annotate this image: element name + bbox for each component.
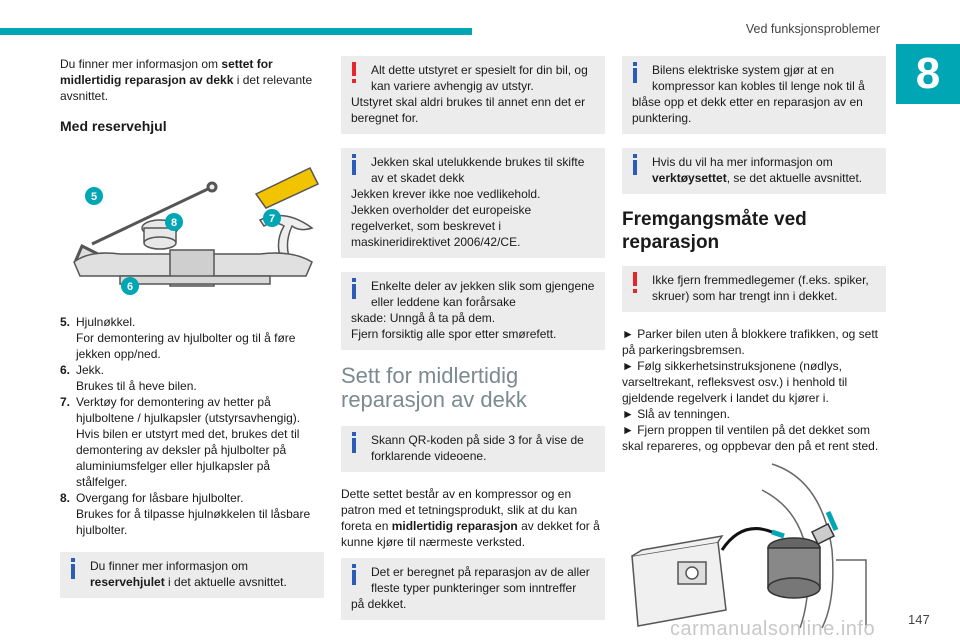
page-number: 147 (908, 612, 930, 627)
info-box-electrical: Bilens elektriske system gjør at en kompressor kan kobles til lenge nok til å blåse opp et dekk etter en reparasjon av en punktering. (622, 56, 886, 134)
list-item: 6. Jekk. Brukes til å heve bilen. (60, 363, 197, 393)
step-item: ► Følg sikkerhetsinstruksjonene (nødlys, varseltrekant, refleksvest osv.) i henhold til gjeldende regelverk i landet du kjører i. (622, 359, 848, 405)
header-accent-bar (0, 28, 472, 35)
info-box-punctures: Det er beregnet på reparasjon av de aller fleste typer punkteringer som inntreffer på dekket. (341, 558, 605, 620)
watermark: carmanualsonline.info (670, 618, 876, 640)
warning-icon (630, 272, 640, 294)
step-item: ► Parker bilen uten å blokkere trafikken, og sett på parkeringsbremsen. (622, 327, 879, 357)
warning-box-foreign-objects: Ikke fjern fremmedlegemer (f.eks. spiker, skruer) som har trengt inn i dekket. (622, 266, 886, 312)
warning-box-equipment: Alt dette utstyret er spesielt for din bil, og kan variere avhengig av utstyr. Utstyret skal aldri brukes til annet enn det er beregnet for. (341, 56, 605, 134)
heading-spare-wheel: Med reservehjul (60, 118, 167, 134)
heading-procedure: Fremgangsmåte ved reparasjon (622, 209, 807, 253)
info-icon (349, 432, 359, 454)
info-icon (630, 154, 640, 176)
compressor-icon (632, 536, 726, 626)
list-item: 8. Overgang for låsbare hjulbolter. Brukes for å tilpasse hjulnøkkelen til låsbare hjulbolter. (60, 491, 311, 537)
info-box-spare-wheel: Du finner mer informasjon om reservehjulet i det aktuelle avsnittet. (60, 552, 324, 598)
tool-list (60, 314, 324, 538)
info-box-toolkit: Hvis du vil ha mer informasjon om verktøysettet, se det aktuelle avsnittet. (622, 148, 886, 194)
callout-5-label: 5 (90, 191, 98, 203)
callout-8-label: 8 (170, 217, 178, 229)
column-3 (622, 56, 886, 632)
warning-icon (349, 62, 359, 84)
compressor-illustration (622, 460, 886, 628)
info-icon (349, 154, 359, 176)
info-box-qr: Skann QR-koden på side 3 for å vise de forklarende videoene. (341, 426, 605, 472)
info-box-jack-parts: Enkelte deler av jekken slik som gjengene eller leddene kan forårsake skade: Unngå å ta på dem. Fjern forsiktig alle spor etter smørefett. (341, 272, 605, 350)
info-box-jack: Jekken skal utelukkende brukes til skifte av et skadet dekk Jekken krever ikke noe vedlikehold. Jekken overholder det europeiske regelverket, som beskrevet i maskineridirektivet 2006/42/CE. (341, 148, 605, 258)
info-icon (630, 62, 640, 84)
kit-description: Dette settet består av en kompressor og en patron med et tetningsprodukt, slik at du kan foreta en midlertidig reparasjon av dekket for å kunne kjøre til nærmeste verksted. (341, 487, 600, 549)
section-title: Ved funksjonsproblemer (745, 22, 880, 36)
heading-repair-kit: Sett for midlertidig reparasjon av dekk (341, 363, 527, 412)
info-icon (349, 564, 359, 586)
info-icon (68, 558, 78, 580)
tool-kit-illustration (60, 150, 324, 300)
jack-icon (74, 250, 312, 286)
step-item: ► Slå av tenningen. (622, 407, 730, 421)
step-item: ► Fjern proppen til ventilen på det dekket som skal repareres, og oppbevar den på et rent sted. (622, 423, 879, 453)
chapter-badge: 8 (896, 44, 960, 104)
callout-7-label: 7 (268, 213, 276, 225)
list-item: 5. Hjulnøkkel. For demontering av hjulbolter og til å føre jekken opp/ned. (60, 315, 296, 361)
column-2 (341, 56, 605, 634)
callout-6-label: 6 (126, 281, 134, 293)
intro-paragraph: Du finner mer informasjon om settet for midlertidig reparasjon av dekk i det relevante avsnittet. (60, 57, 313, 103)
info-icon (349, 278, 359, 300)
column-1 (60, 56, 324, 612)
procedure-steps (622, 326, 886, 454)
list-item: 7. Verktøy for demontering av hetter på hjulboltene / hjulkapsler (utstyrsavhengig). Hvis bilen er utstyrt med det, brukes det til demontering av deksler på hjulbolter på aluminiumsfelger eller hjulkapsler på stålfelger. (60, 395, 301, 489)
